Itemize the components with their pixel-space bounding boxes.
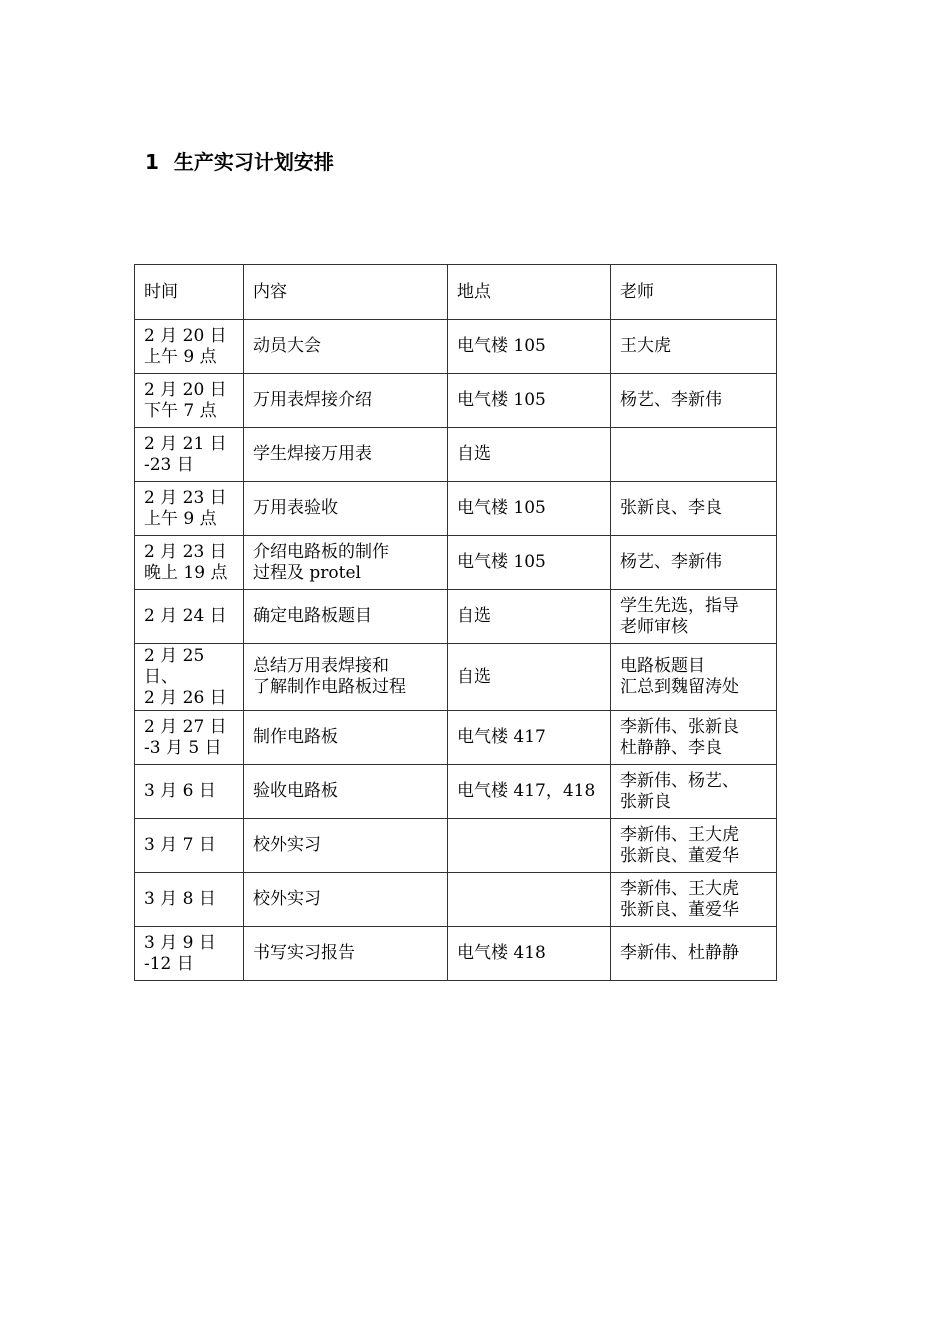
table-row (135, 927, 777, 981)
table-row (135, 320, 777, 374)
cell-teacher: 李新伟、张新良 杜静静、李良 (611, 711, 777, 765)
cell-place: 电气楼 418 (448, 927, 611, 981)
cell-time: 2 月 27 日 -3 月 5 日 (135, 711, 244, 765)
cell-content: 书写实习报告 (244, 927, 448, 981)
cell-place: 电气楼 417 (448, 711, 611, 765)
cell-content: 动员大会 (244, 320, 448, 374)
cell-place: 自选 (448, 644, 611, 711)
cell-teacher: 王大虎 (611, 320, 777, 374)
header-place: 地点 (448, 265, 611, 320)
cell-place: 电气楼 105 (448, 482, 611, 536)
header-content: 内容 (244, 265, 448, 320)
cell-content: 确定电路板题目 (244, 590, 448, 644)
cell-content: 验收电路板 (244, 765, 448, 819)
section-title: 生产实习计划安排 (173, 150, 334, 174)
cell-time: 3 月 9 日 -12 日 (135, 927, 244, 981)
cell-place: 电气楼 105 (448, 320, 611, 374)
cell-place: 自选 (448, 590, 611, 644)
cell-content: 校外实习 (244, 873, 448, 927)
table-row (135, 711, 777, 765)
table-row (135, 765, 777, 819)
cell-teacher: 学生先选，指导 老师审核 (611, 590, 777, 644)
cell-time: 2 月 25 日、 2 月 26 日 (135, 644, 244, 711)
cell-teacher: 电路板题目 汇总到魏留涛处 (611, 644, 777, 711)
cell-content: 总结万用表焊接和 了解制作电路板过程 (244, 644, 448, 711)
cell-time: 2 月 23 日 上午 9 点 (135, 482, 244, 536)
cell-time: 2 月 21 日 -23 日 (135, 428, 244, 482)
header-teacher: 老师 (611, 265, 777, 320)
table-row (135, 482, 777, 536)
cell-teacher: 杨艺、李新伟 (611, 374, 777, 428)
cell-content: 学生焊接万用表 (244, 428, 448, 482)
cell-content: 万用表焊接介绍 (244, 374, 448, 428)
cell-time: 3 月 8 日 (135, 873, 244, 927)
table-row (135, 644, 777, 711)
cell-content: 介绍电路板的制作 过程及 protel (244, 536, 448, 590)
cell-content: 万用表验收 (244, 482, 448, 536)
table-row (135, 428, 777, 482)
cell-time: 2 月 24 日 (135, 590, 244, 644)
cell-place: 电气楼 105 (448, 536, 611, 590)
table-header-row (135, 265, 777, 320)
cell-place: 电气楼 105 (448, 374, 611, 428)
cell-teacher: 李新伟、杜静静 (611, 927, 777, 981)
schedule-table (134, 264, 777, 981)
cell-place (448, 819, 611, 873)
cell-place: 自选 (448, 428, 611, 482)
cell-time: 3 月 6 日 (135, 765, 244, 819)
cell-time: 2 月 20 日 下午 7 点 (135, 374, 244, 428)
cell-teacher (611, 428, 777, 482)
section-number: 1 (145, 150, 159, 174)
table-row (135, 819, 777, 873)
table-row (135, 374, 777, 428)
cell-content: 制作电路板 (244, 711, 448, 765)
cell-time: 2 月 20 日 上午 9 点 (135, 320, 244, 374)
cell-teacher: 杨艺、李新伟 (611, 536, 777, 590)
cell-teacher: 李新伟、杨艺、 张新良 (611, 765, 777, 819)
cell-time: 3 月 7 日 (135, 819, 244, 873)
cell-teacher: 李新伟、王大虎 张新良、董爱华 (611, 819, 777, 873)
cell-teacher: 李新伟、王大虎 张新良、董爱华 (611, 873, 777, 927)
table-row (135, 873, 777, 927)
section-heading (145, 146, 334, 175)
cell-place (448, 873, 611, 927)
table-row (135, 590, 777, 644)
cell-place: 电气楼 417，418 (448, 765, 611, 819)
cell-content: 校外实习 (244, 819, 448, 873)
cell-time: 2 月 23 日 晚上 19 点 (135, 536, 244, 590)
header-time: 时间 (135, 265, 244, 320)
cell-teacher: 张新良、李良 (611, 482, 777, 536)
table-row (135, 536, 777, 590)
